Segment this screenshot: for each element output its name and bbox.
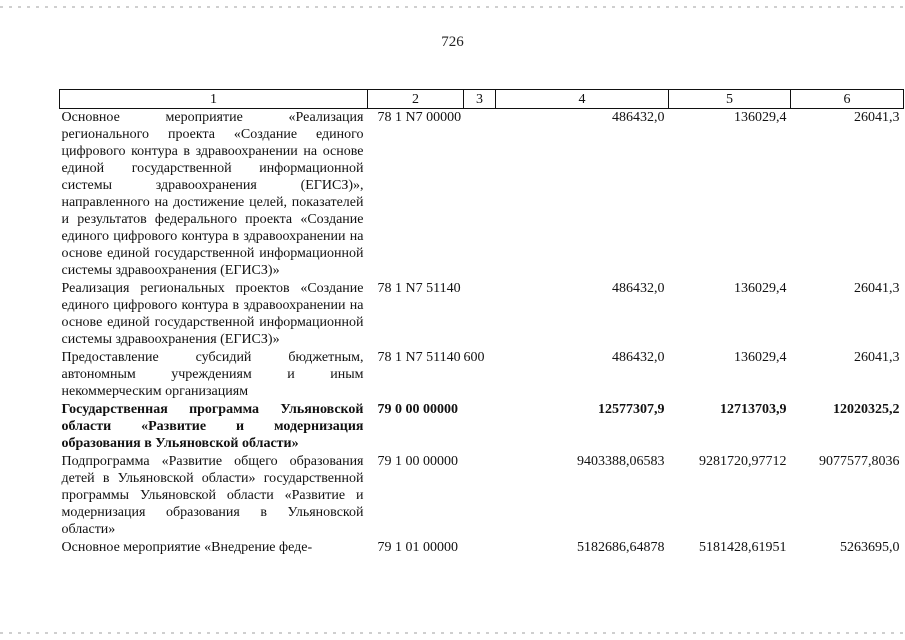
- row-value-year-2: 5181428,61951: [699, 540, 787, 555]
- row-kvr: [464, 538, 496, 556]
- table-row: [60, 400, 904, 452]
- header-col-3: 3: [464, 90, 496, 109]
- row-value-year-2: 9281720,97712: [699, 454, 787, 469]
- row-kvr: [464, 452, 496, 538]
- row-name: Основное мероприятие «Реализация регионального проекта «Создание единого цифрового контура в здравоохранении на основе единой государственной информационной системы здравоохранения (ЕГИСЗ)», направленного на достижение целей, показателей и результатов федерального проекта «Создание единого цифрового контура в здравоохранении на основе единой государственной информационной системы здравоохранения (ЕГИСЗ)»: [61, 110, 364, 278]
- row-value-year-2: 136029,4: [734, 350, 787, 365]
- scan-edge-bottom: [0, 632, 905, 634]
- row-value-year-3: 26041,3: [854, 350, 900, 365]
- row-value-year-1: 9403388,06583: [577, 454, 665, 469]
- row-code: 79 1 01 00000: [377, 540, 458, 555]
- row-name: Государственная программа Ульяновской области «Развитие и модернизация образования в Ульяновской области»: [61, 402, 364, 451]
- row-value-year-1: 486432,0: [612, 110, 665, 125]
- row-value-year-1: 12577307,9: [598, 402, 665, 417]
- row-value-year-3: 26041,3: [854, 281, 900, 296]
- row-name: Реализация региональных проектов «Создание единого цифрового контура в здравоохранении на основе единой государственной информационной системы здравоохранения (ЕГИСЗ)»: [61, 281, 364, 347]
- page-number: 726: [441, 34, 464, 50]
- header-col-6: 6: [791, 90, 904, 109]
- row-value-year-2: 136029,4: [734, 110, 787, 125]
- row-kvr: [464, 279, 496, 348]
- table-row: [60, 452, 904, 538]
- row-code: 78 1 N7 00000: [377, 110, 462, 125]
- row-value-year-2: 12713703,9: [720, 402, 787, 417]
- row-code: 79 0 00 00000: [377, 402, 458, 417]
- table-row: [60, 279, 904, 348]
- row-value-year-1: 5182686,64878: [577, 540, 665, 555]
- row-kvr: [464, 109, 496, 280]
- row-kvr: [464, 400, 496, 452]
- row-code: 79 1 00 00000: [377, 454, 458, 469]
- header-col-5: 5: [669, 90, 791, 109]
- header-row: [60, 90, 904, 109]
- row-value-year-1: 486432,0: [612, 350, 665, 365]
- row-value-year-2: 136029,4: [734, 281, 787, 296]
- table-header: [60, 90, 904, 109]
- budget-table: [59, 89, 904, 556]
- header-col-4: 4: [496, 90, 669, 109]
- row-value-year-3: 26041,3: [854, 110, 900, 125]
- row-name: Предоставление субсидий бюджетным, автономным учреждениям и иным некоммерческим организациям: [61, 350, 364, 399]
- row-kvr: 600: [463, 350, 485, 365]
- table-row: [60, 538, 904, 556]
- header-col-1: 1: [60, 90, 368, 109]
- table-body: [60, 109, 904, 557]
- header-col-2: 2: [368, 90, 464, 109]
- table-row: [60, 348, 904, 400]
- row-value-year-1: 486432,0: [612, 281, 665, 296]
- scan-edge-top: [0, 6, 905, 8]
- row-name: Подпрограмма «Развитие общего образования детей в Ульяновской области» государственной программы Ульяновской области «Развитие и модернизация образования в Ульяновской области»: [61, 454, 364, 537]
- row-code: 78 1 N7 51140: [377, 281, 461, 296]
- row-value-year-3: 9077577,8036: [819, 454, 900, 469]
- table-row: [60, 109, 904, 280]
- row-name: Основное мероприятие «Внедрение феде-: [61, 540, 313, 555]
- row-value-year-3: 5263695,0: [840, 540, 900, 555]
- row-code: 78 1 N7 51140: [377, 350, 461, 365]
- row-value-year-3: 12020325,2: [833, 402, 900, 417]
